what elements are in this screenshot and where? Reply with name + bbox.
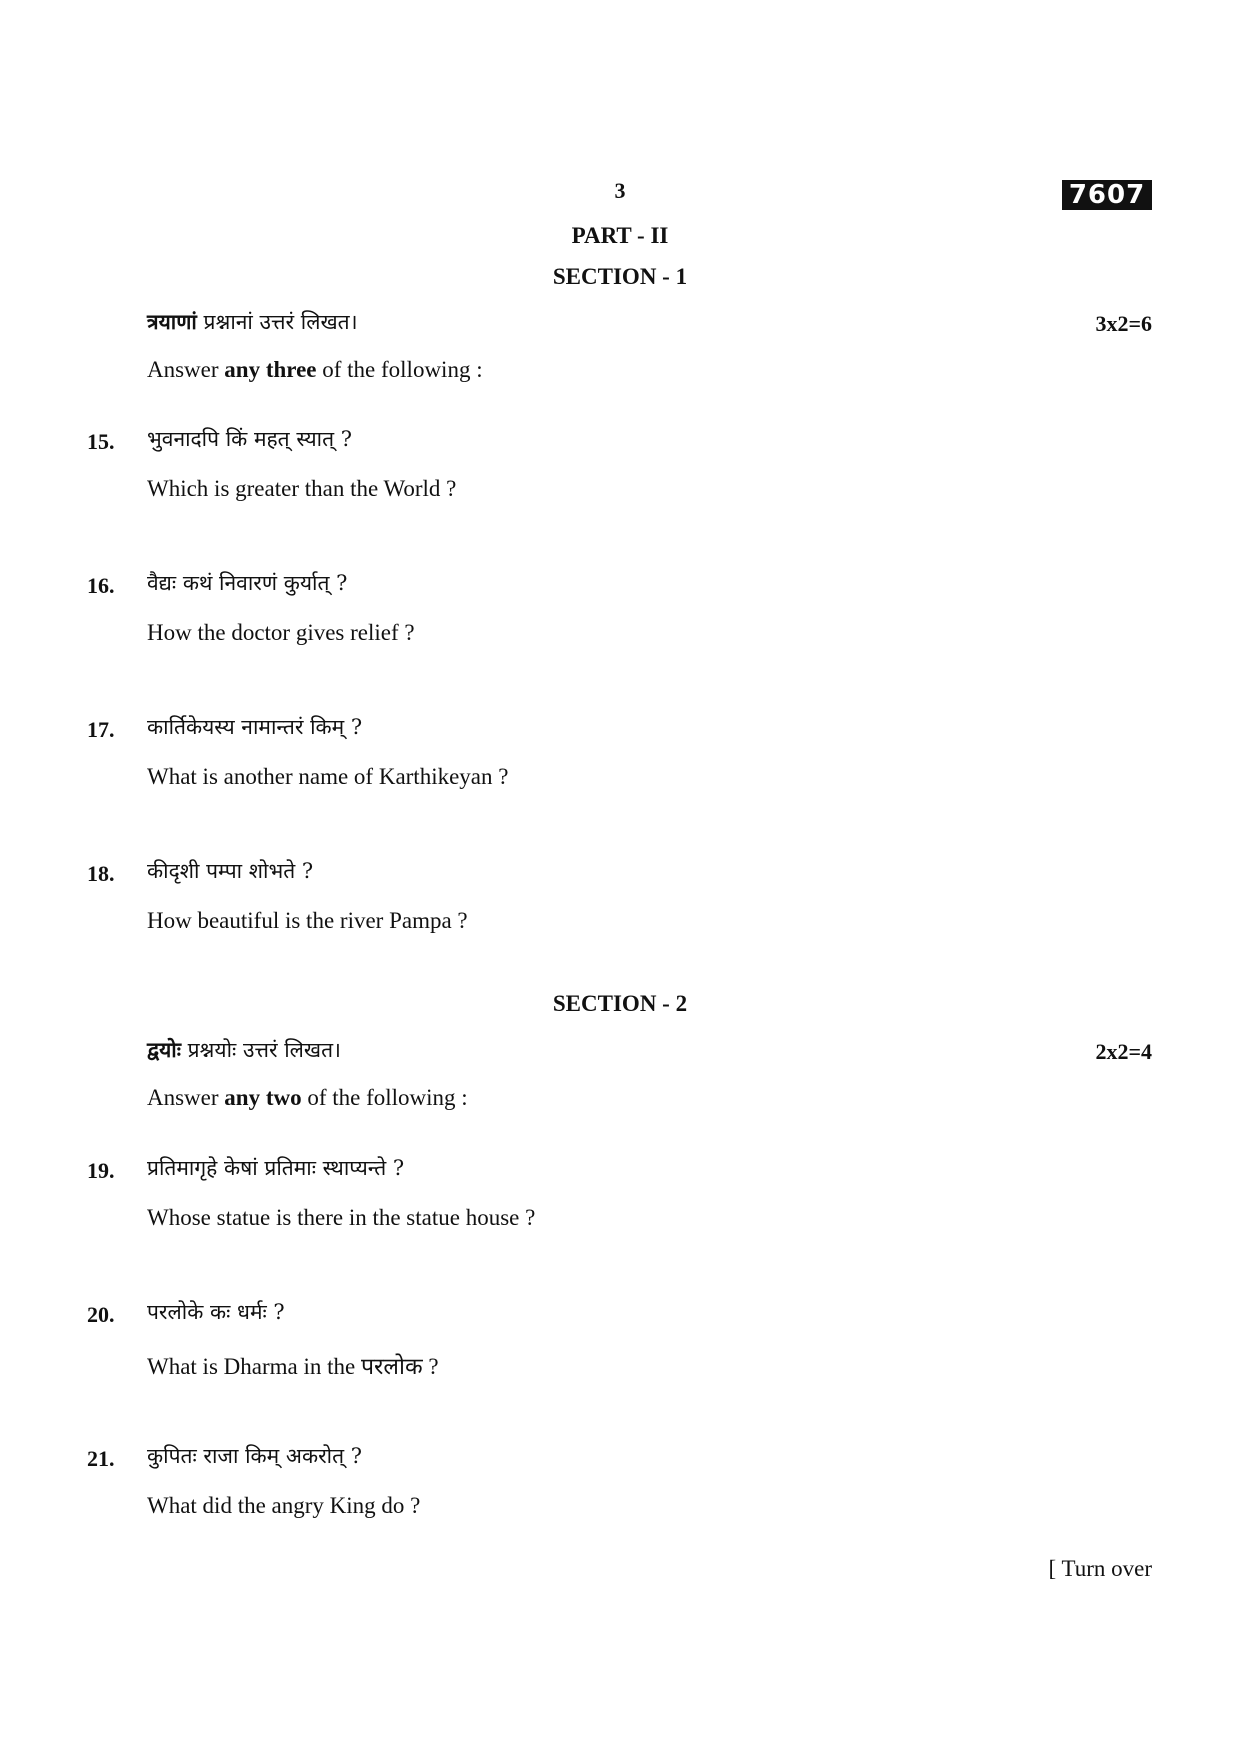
question-number: 15. (87, 429, 115, 454)
section2-instruction-rest: प्रश्नयोः उत्तरं लिखत। (180, 1038, 342, 1062)
question-sanskrit: प्रतिमागृहे केषां प्रतिमाः स्थाप्यन्ते ? (147, 1156, 405, 1180)
question-sanskrit: परलोके कः धर्मः ? (147, 1300, 285, 1324)
section1-instruction-rest: प्रश्नानां उत्तरं लिखत। (196, 310, 358, 334)
question-sanskrit: कार्तिकेयस्य नामान्तरं किम् ? (147, 715, 363, 739)
question-number: 17. (87, 717, 115, 742)
section2-answer-instruction (147, 1085, 468, 1111)
question-english: Whose statue is there in the statue house ? (147, 1205, 536, 1230)
section2-instruction-sanskrit (147, 1036, 341, 1064)
section2-answer-suffix: of the following : (301, 1085, 468, 1110)
question-english: What did the angry King do ? (147, 1493, 421, 1518)
section2-marks: 2x2=4 (1095, 1039, 1152, 1064)
question-english: How the doctor gives relief ? (147, 620, 415, 645)
section1-title: SECTION - 1 (552, 264, 688, 289)
paper-code-badge: 7607 (1062, 180, 1152, 210)
question-english: How beautiful is the river Pampa ? (147, 908, 468, 933)
section1-instruction-sanskrit (147, 308, 358, 336)
section1-marks: 3x2=6 (1095, 311, 1152, 336)
section2-answer-prefix: Answer (147, 1085, 225, 1110)
section1-instruction-bold: त्रयाणां (147, 309, 197, 334)
question-sanskrit: वैद्यः कथं निवारणं कुर्यात् ? (147, 571, 348, 595)
question-number: 20. (87, 1302, 115, 1327)
question-number: 19. (87, 1158, 115, 1183)
section1-answer-prefix: Answer (147, 357, 225, 382)
question-number: 21. (87, 1446, 115, 1471)
section1-answer-instruction (147, 357, 483, 383)
question-english: What is another name of Karthikeyan ? (147, 764, 509, 789)
turn-over-note: [ Turn over (1048, 1556, 1152, 1581)
question-number: 16. (87, 573, 115, 598)
question-sanskrit: भुवनादपि किं महत् स्यात् ? (147, 427, 353, 451)
section1-answer-bold: any three (224, 357, 317, 382)
question-sanskrit: कुपितः राजा किम् अकरोत् ? (147, 1444, 363, 1468)
question-english: What is Dharma in the परलोक ? (147, 1354, 439, 1379)
section2-answer-bold: any two (224, 1085, 302, 1110)
section2-title: SECTION - 2 (552, 991, 688, 1016)
section1-answer-suffix: of the following : (316, 357, 483, 382)
question-number: 18. (87, 861, 115, 886)
question-english: Which is greater than the World ? (147, 476, 457, 501)
page-number: 3 (614, 178, 626, 203)
section2-instruction-bold: द्वयोः (147, 1037, 181, 1062)
part-title: PART - II (571, 223, 669, 248)
question-sanskrit: कीदृशी पम्पा शोभते ? (147, 859, 314, 883)
